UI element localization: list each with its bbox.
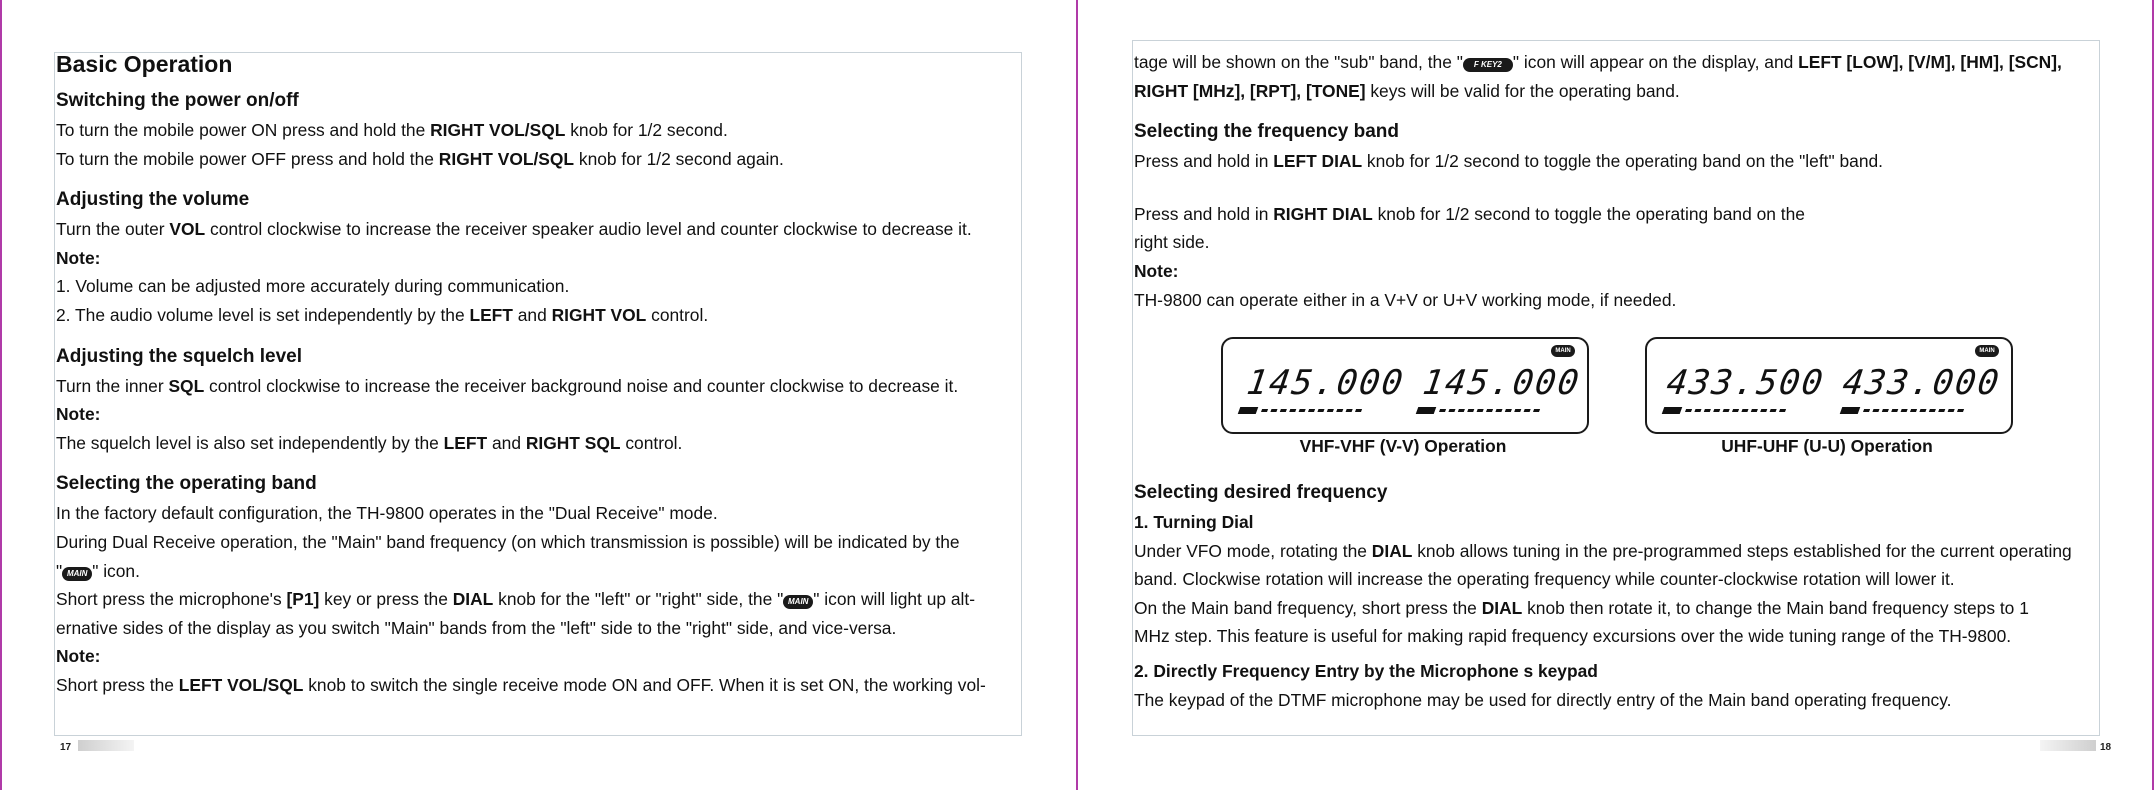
heading-squelch: Adjusting the squelch level [56,345,302,367]
band-line-3: " MAIN " icon. [56,560,140,581]
lcd-caption-vv: VHF-VHF (V-V) Operation [1299,436,1507,456]
continued-line-2: RIGHT [MHz], [RPT], [TONE] keys will be valid for the operating band. [1134,80,1680,101]
main-icon: MAIN [1975,345,1999,357]
lcd-left-frequency: 145.000 [1244,363,1408,403]
keypad-line-1: The keypad of the DTMF microphone may be used for directly entry of the Main band operating frequency. [1134,689,1952,710]
right-content-lower [1134,478,2072,714]
dial-line-4: MHz step. This feature is useful for making rapid frequency excursions over the wide tuning range of the TH-9800. [1134,626,2012,647]
freqband-line-2: Press and hold in RIGHT DIAL knob for 1/2 second to toggle the operating band on the [1134,203,1805,224]
s-meter-left [1238,407,1259,414]
dial-line-3: On the Main band frequency, short press the DIAL knob then rotate it, to change the Main band frequency steps to 1 [1134,597,2029,618]
lcd-right-frequency: 433.000 [1840,363,2004,403]
volume-line-1: Turn the outer VOL control clockwise to increase the receiver speaker audio level and counter clockwise to decrease it. [56,219,972,240]
page-number-bar-right [2040,740,2096,751]
freqband-note-label: Note: [1134,260,1179,281]
lcd-left-frequency: 433.500 [1664,363,1828,403]
right-content [1134,48,2062,314]
power-line-2: To turn the mobile power OFF press and hold the RIGHT VOL/SQL knob for 1/2 second again. [56,148,784,169]
s-meter-right-dashes [1438,409,1540,415]
band-note-1: Short press the LEFT VOL/SQL knob to switch the single receive mode ON and OFF. When it is set ON, the working vol- [56,674,986,695]
power-line-1: To turn the mobile power ON press and hold the RIGHT VOL/SQL knob for 1/2 second. [56,120,728,140]
lcd-right-frequency: 145.000 [1420,363,1584,403]
volume-note-label: Note: [56,247,101,268]
s-meter-right [1840,407,1861,414]
left-page [0,0,1076,790]
s-meter-left-dashes [1260,409,1362,415]
lcd-display-vv [1221,337,1589,434]
heading-desired-frequency: Selecting desired frequency [1134,482,1388,503]
s-meter-left [1662,407,1683,414]
page-number-right: 18 [2100,742,2112,753]
main-icon: MAIN [62,567,92,581]
squelch-note-label: Note: [56,404,101,425]
left-content [56,48,986,700]
band-line-4: Short press the microphone's [P1] key or press the DIAL knob for the "left" or "right" side, the " MAIN " icon will light up alt- [56,589,976,610]
volume-note-2: 2. The audio volume level is set independently by the LEFT and RIGHT VOL control. [56,304,709,325]
s-meter-left-dashes [1684,409,1786,415]
lcd-caption-uu: UHF-UHF (U-U) Operation [1721,436,1933,456]
band-line-2: During Dual Receive operation, the "Main" band frequency (on which transmission is possible) will be indicated by the [56,531,960,552]
heading-power: Switching the power on/off [56,90,299,111]
lcd-display-uu [1645,337,2013,434]
band-line-5: ernative sides of the display as you switch "Main" bands from the "left" side to the "right" side, and vice-versa. [56,617,897,638]
dial-line-2: band. Clockwise rotation will increase the operating frequency while counter-clockwise rotation will lower it. [1134,569,1955,590]
freqband-line-3: right side. [1134,232,1210,253]
freqband-line-1: Press and hold in LEFT DIAL knob for 1/2 second to toggle the operating band on the "left" band. [1134,151,1884,172]
band-note-label: Note: [56,646,101,667]
s-meter-right [1416,407,1437,414]
squelch-line-1: Turn the inner SQL control clockwise to increase the receiver background noise and counter clockwise to decrease it. [56,375,959,396]
heading-frequency-band: Selecting the frequency band [1134,121,1399,143]
right-page [1078,0,2154,790]
page-number-bar-left [78,740,134,751]
squelch-note-1: The squelch level is also set independently by the LEFT and RIGHT SQL control. [56,432,683,453]
dial-line-1: Under VFO mode, rotating the DIAL knob allows tuning in the pre-programmed steps established for the current operating [1134,540,2072,561]
page-title: Basic Operation [56,51,233,77]
freqband-note-1: TH-9800 can operate either in a V+V or U+V working mode, if needed. [1134,289,1677,310]
main-icon: MAIN [1551,345,1575,357]
continued-line-1: tage will be shown on the "sub" band, the " F KEY2 " icon will appear on the display, and LEFT [LOW], [V/M], [HM], [SCN], [1134,52,2062,72]
volume-note-1: 1. Volume can be adjusted more accurately during communication. [56,276,570,297]
spacer [1134,176,2062,200]
subheading-direct-entry: 2. Directly Frequency Entry by the Microphone s keypad [1134,660,1598,681]
page-number-left: 17 [60,742,72,753]
heading-operating-band: Selecting the operating band [56,473,317,495]
key2-icon: F KEY2 [1463,58,1513,72]
band-line-1: In the factory default configuration, the TH-9800 operates in the "Dual Receive" mode. [56,503,718,524]
main-icon: MAIN [783,595,813,609]
s-meter-right-dashes [1862,409,1964,415]
heading-volume: Adjusting the volume [56,189,250,211]
subheading-turning-dial: 1. Turning Dial [1134,512,1254,532]
